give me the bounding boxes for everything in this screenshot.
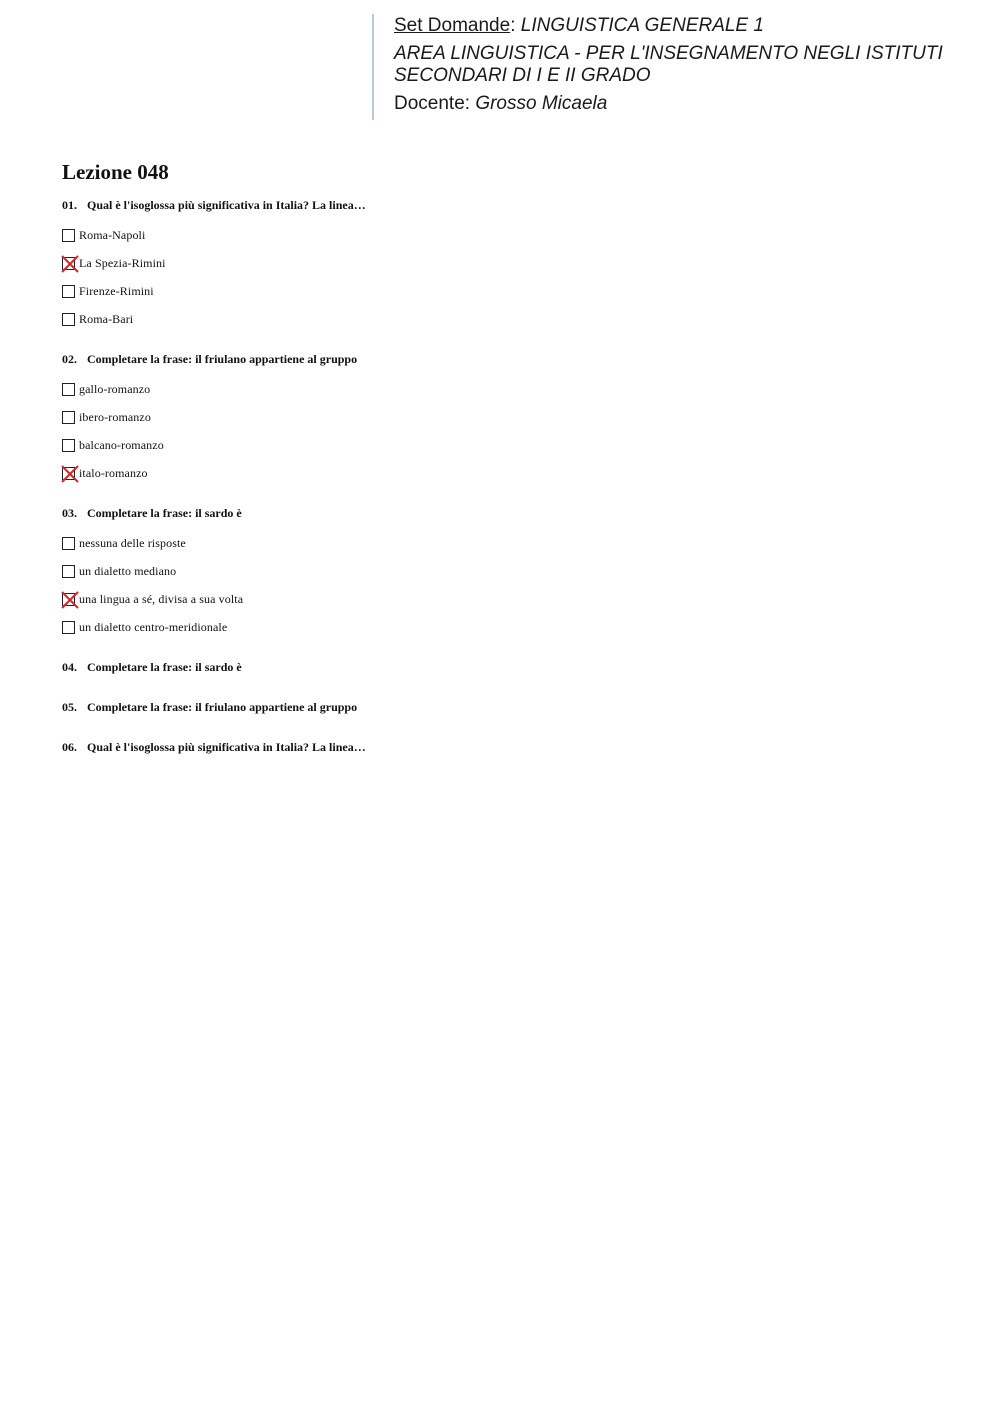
docente-label: Docente: (394, 93, 471, 114)
answer-label: ibero-romanzo (79, 409, 151, 424)
answer-option[interactable] (62, 529, 762, 557)
docente-value: Grosso Micaela (475, 93, 608, 114)
answer-option[interactable] (62, 221, 762, 249)
answer-option[interactable] (62, 305, 762, 333)
question-text (62, 505, 762, 521)
answer-option[interactable] (62, 585, 762, 613)
question-item (62, 197, 762, 333)
set-domande-label: Set Domande (394, 15, 511, 36)
question-item (62, 505, 762, 641)
answer-label: un dialetto mediano (79, 563, 177, 578)
answer-label: una lingua a sé, divisa a sua volta (79, 591, 244, 606)
question-label: Completare la frase: il friulano appartiene al gruppo (87, 352, 358, 366)
checkbox-empty-icon[interactable] (62, 411, 75, 424)
set-domande-value: LINGUISTICA GENERALE 1 (520, 15, 764, 36)
checkbox-checked-icon[interactable] (62, 257, 75, 270)
question-label: Qual è l'isoglossa più significativa in Italia? La linea… (87, 740, 366, 754)
checkbox-empty-icon[interactable] (62, 383, 75, 396)
document-header (372, 14, 972, 120)
checkbox-checked-icon[interactable] (62, 467, 75, 480)
question-item (62, 739, 762, 755)
question-item (62, 699, 762, 715)
question-number: 05. (62, 700, 77, 714)
question-text (62, 197, 762, 213)
answer-option[interactable] (62, 459, 762, 487)
answer-label: un dialetto centro-meridionale (79, 619, 228, 634)
checkbox-empty-icon[interactable] (62, 621, 75, 634)
answer-label: balcano-romanzo (79, 437, 164, 452)
lesson-title: Lezione 048 (62, 160, 169, 184)
answer-option[interactable] (62, 431, 762, 459)
question-text (62, 351, 762, 367)
question-text (62, 739, 762, 755)
set-domande-separator: : (510, 15, 516, 36)
answer-option[interactable] (62, 277, 762, 305)
answer-list (62, 529, 762, 641)
question-number: 06. (62, 740, 77, 754)
answer-label: Roma-Bari (79, 311, 134, 326)
answer-label: Roma-Napoli (79, 227, 146, 242)
question-item (62, 351, 762, 487)
answer-list (62, 375, 762, 487)
set-domande-line (394, 15, 972, 37)
question-label: Completare la frase: il sardo è (87, 506, 242, 520)
checkbox-empty-icon[interactable] (62, 313, 75, 326)
question-item (62, 659, 762, 675)
checkbox-empty-icon[interactable] (62, 285, 75, 298)
checkbox-checked-icon[interactable] (62, 593, 75, 606)
question-number: 03. (62, 506, 77, 520)
answer-option[interactable] (62, 403, 762, 431)
answer-label: gallo-romanzo (79, 381, 151, 396)
question-list (62, 197, 762, 779)
question-label: Qual è l'isoglossa più significativa in Italia? La linea… (87, 198, 366, 212)
answer-label: italo-romanzo (79, 465, 148, 480)
answer-label: Firenze-Rimini (79, 283, 154, 298)
checkbox-empty-icon[interactable] (62, 565, 75, 578)
answer-option[interactable] (62, 375, 762, 403)
area-title: AREA LINGUISTICA - PER L'INSEGNAMENTO NEGLI ISTITUTI SECONDARI DI I E II GRADO (394, 43, 943, 86)
question-label: Completare la frase: il sardo è (87, 660, 242, 674)
question-label: Completare la frase: il friulano appartiene al gruppo (87, 700, 358, 714)
question-number: 02. (62, 352, 77, 366)
answer-label: La Spezia-Rimini (79, 255, 166, 270)
answer-option[interactable] (62, 557, 762, 585)
question-text (62, 659, 762, 675)
question-number: 01. (62, 198, 77, 212)
answer-list (62, 221, 762, 333)
answer-option[interactable] (62, 613, 762, 641)
checkbox-empty-icon[interactable] (62, 439, 75, 452)
answer-option[interactable] (62, 249, 762, 277)
answer-label: nessuna delle risposte (79, 535, 186, 550)
docente-line (394, 93, 972, 115)
checkbox-empty-icon[interactable] (62, 229, 75, 242)
checkbox-empty-icon[interactable] (62, 537, 75, 550)
question-number: 04. (62, 660, 77, 674)
question-text (62, 699, 762, 715)
